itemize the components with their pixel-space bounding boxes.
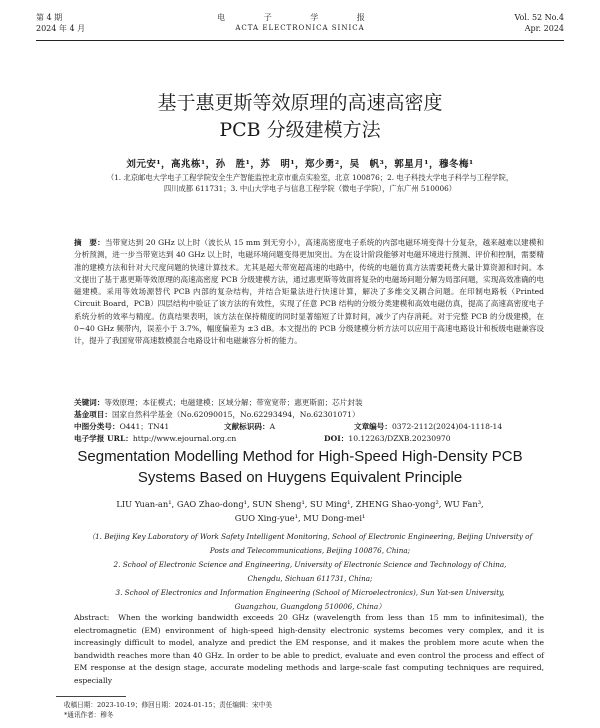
date-cn: 2024 年 4 月	[36, 24, 86, 33]
abstract-cn	[74, 237, 544, 348]
affiliation-en-line: 3. School of Electronics and Information Engineering (School of Microelectronics), Sun Yat-sen University,	[115, 588, 505, 597]
abstract-en-label: Abstract:	[74, 613, 110, 622]
fund	[74, 409, 544, 421]
doc-code-value: A	[269, 422, 276, 431]
affiliation-cn-line1: （1. 北京邮电大学电子工程学院安全生产智能监控北京市重点实验室，北京 100876；2. 电子科技大学电子科学与工程学院，	[106, 173, 514, 182]
footnote-corresponding: *通讯作者：穆冬	[64, 711, 114, 719]
clc-label: 中图分类号：	[74, 422, 120, 431]
affiliation-en-line: Chengdu, Sichuan 611731, China;	[247, 574, 373, 583]
keywords-label: 关键词：	[74, 398, 105, 407]
keywords	[74, 397, 544, 409]
journal-name-cn: 电 子 学 报	[217, 13, 383, 22]
title-cn-line2: PCB 分级建模方法	[219, 119, 381, 141]
abstract-en-text: When the working bandwidth exceeds 20 GHz (wavelength from less than 15 mm to infinitesimal), the electromagnetic (EM) environment of high-speed high-density electronic systems becomes very complex, and it is increasingly difficult to model, analyze and predict the EM response, and it makes the problem more acute when the bandwidth reaches more than 40 GHz. In order to be able to predict, evaluate and even control the process and effect of EM response at the design stage, accurate modeling methods and large-scale fast computing techniques are required, especially	[74, 613, 545, 685]
doi-label: DOI：	[324, 434, 349, 443]
affiliation-cn-line2: 四川成都 611731；3. 中山大学电子与信息工程学院（微电子学院），广东广州 510006）	[163, 184, 457, 193]
authors-en-line1: LIU Yuan-an¹, GAO Zhao-dong¹, SUN Sheng¹, SU Ming¹, ZHENG Shao-yong², WU Fan³,	[116, 499, 484, 509]
fund-text: 国家自然科学基金（No.62090015，No.62293494，No.62301071）	[111, 410, 360, 419]
authors-cn: 刘元安¹，高兆栋¹，孙 胜¹，苏 明¹，郑少勇²，吴 帆³，郭星月¹，穆冬梅¹	[126, 159, 474, 170]
issue-cn: 第 4 期	[36, 13, 63, 22]
classification-line	[74, 421, 544, 433]
doi-value[interactable]: 10.12263/DZXB.20230970	[348, 434, 451, 443]
abstract-cn-label: 摘 要：	[74, 238, 105, 247]
title-en-line2: Systems Based on Huygens Equivalent Principle	[137, 469, 463, 486]
url-label: 电子学报 URL：	[74, 434, 133, 443]
authors-en	[60, 497, 540, 525]
authors-en-line2: GUO Xing-yue¹, MU Dong-mei¹	[234, 513, 366, 523]
doi-line	[74, 433, 544, 445]
affiliation-en-line: 2. School of Electronic Science and Engineering, University of Electronic Science and Technology of China,	[113, 560, 507, 569]
affiliation-en-line: （1. Beijing Key Laboratory of Work Safety Intelligent Monitoring, School of Electronic Engineering, Beijing University of	[87, 532, 533, 541]
header-center	[36, 12, 564, 34]
abstract-cn-text: 当带宽达到 20 GHz 以上时（波长从 15 mm 到无穷小），高速高密度电子系统的内部电磁环境变得十分复杂，越来越难以建模和分析预测，进一步当带宽达到 40 GHz 以上时，电磁环境问题变得更加突出。为在设计阶段能够对电磁环境进行预测、评价和控制，需要精准的建模方法和针对大尺度问题的快速计算技术。尤其是超大带宽超高速的电路中，传统的电磁仿真方法需要耗费大量计算资源和时间。本文提出了基于惠更斯等效原理的高速高密度 PCB 分级建模方法，通过惠更斯等效面将复杂的电磁场问题分解为局部问题，实现高效准确的电磁建模。采用等效场源替代 PCB 内部的复杂结构，并结合矩量法进行快速计算，解决了多维交叉耦合问题。在印制电路板（Printed Circuit Board，PCB）四层结构中验证了该方法的有效性，实现了任意 PCB 结构的分级分类建模和高效电磁仿真，提高了高速高密度电子系统分析的效率与精度。仿真结果表明，该方法在保持精度的同时显著缩短了计算时间，减少了内存消耗。对于完整 PCB 的分级建模，在 0~40 GHz 频带内，误差小于 3.7%，幅度偏差为 ±3 dB。本文提出的 PCB 分级建模分析方法可以应用于高速电路设计和板级电磁兼容设计，提升了我国宽带高速数模混合电路设计和电磁兼容分析的能力。	[74, 238, 545, 346]
title-cn-line1: 基于惠更斯等效原理的高速高密度	[157, 92, 443, 114]
keywords-text: 等效原理；本征模式；电磁建模；区域分解；带宽宽带；惠更斯面；芯片封装	[104, 398, 363, 407]
abstract-en	[74, 612, 544, 688]
doc-code-label: 文献标识码：	[224, 422, 270, 431]
affiliation-en-line: Posts and Telecommunications, Beijing 100876, China;	[209, 546, 411, 555]
date-en: Apr. 2024	[524, 24, 564, 33]
title-cn	[30, 90, 570, 144]
clc-value: O441；TN41	[119, 422, 170, 431]
header-rule	[36, 40, 564, 41]
affiliations-cn	[60, 172, 560, 194]
article-number-value: 0372-2112(2024)04-1118-14	[391, 422, 503, 431]
title-en	[40, 446, 560, 488]
footnote-received: 收稿日期：2023-10-19；修回日期：2024-01-15；责任编辑：宋中美	[64, 701, 272, 709]
fund-label: 基金项目：	[74, 410, 112, 419]
running-header	[36, 8, 564, 42]
footnote-rule	[56, 696, 126, 697]
article-number-label: 文章编号：	[354, 422, 392, 431]
journal-name-en: ACTA ELECTRONICA SINICA	[235, 24, 365, 32]
affiliations-en	[80, 530, 540, 614]
header-right	[514, 12, 564, 34]
journal-url[interactable]: http://www.ejournal.org.cn	[132, 434, 237, 443]
affiliation-en-line: Guangzhou, Guangdong 510006, China）	[234, 602, 386, 611]
volume-number: Vol. 52 No.4	[514, 13, 564, 22]
title-en-line1: Segmentation Modelling Method for High-Speed High-Density PCB	[77, 448, 523, 465]
